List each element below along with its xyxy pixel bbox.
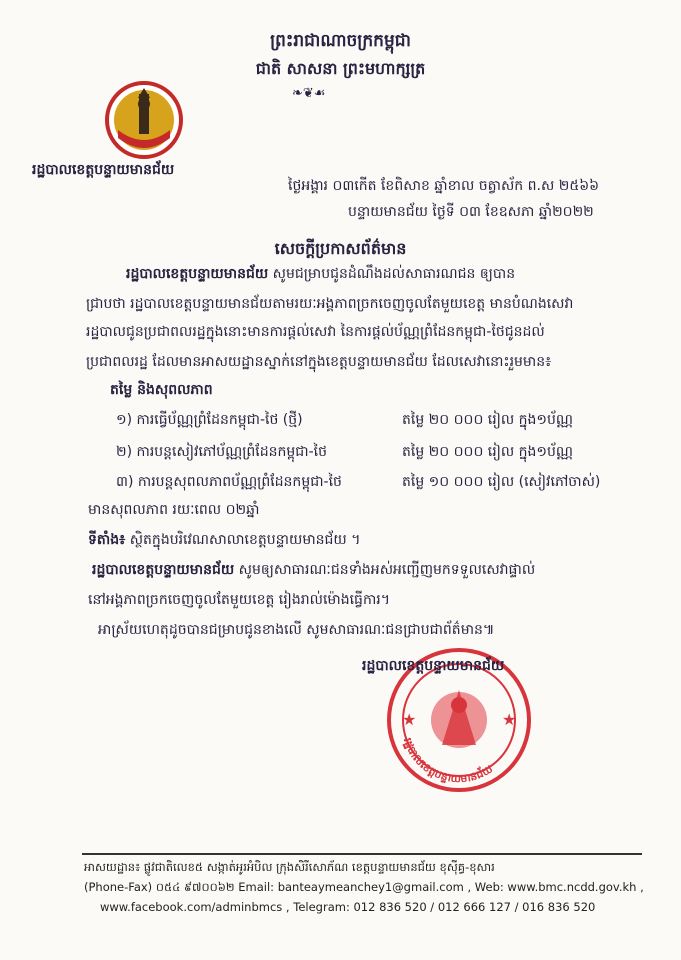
date-solar: បន្ទាយមានជ័យ ថ្ងៃទី ០៣ ខែឧសភា ឆ្នាំ២០២២ [348,204,594,220]
paragraph-2-text: សូមឲ្យសាធារណៈជនទាំងអស់អញ្ជើញមកទទួលសេវាផ្ទាល់ [234,562,536,578]
document-title: សេចក្តីប្រកាសព័ត៌មាន [274,239,407,258]
item-1-label: ១) ការធ្វើប័ណ្ណព្រំដែនកម្ពុជា-ថៃ (ថ្មី) [116,412,303,428]
item-1-price: តម្លៃ ២០ ០០០ រៀល ក្នុង១ប័ណ្ណ [402,412,573,428]
footer-social: www.facebook.com/adminbmcs , Telegram: 012 836 520 / 012 666 127 / 016 836 520 [100,900,596,914]
signature-organization: រដ្ឋបាលខេត្តបន្ទាយមានជ័យ [362,658,505,674]
location-text: ស្ថិតក្នុងបរិវេណសាលាខេត្តបន្ទាយមានជ័យ ។ [125,532,361,548]
national-motto: ជាតិ សាសនា ព្រះមហាក្សត្រ [255,59,426,78]
location-label: ទីតាំង៖ [88,532,126,548]
svg-text:★: ★ [502,710,517,729]
item-2-label: ២) ការបន្តសៀវភៅប័ណ្ណព្រំដែនកម្ពុជា-ថៃ [116,444,327,460]
validity-text: មានសុពលភាព រយៈពេល ០២ឆ្នាំ [88,502,260,518]
paragraph-1-lead: រដ្ឋបាលខេត្តបន្ទាយមានជ័យ [126,266,269,282]
paragraph-2-lead: រដ្ឋបាលខេត្តបន្ទាយមានជ័យ [92,562,235,578]
section-price-heading: តម្លៃ និងសុពលភាព [110,382,213,398]
paragraph-1-line-2: ជ្រាបថា រដ្ឋបាលខេត្តបន្ទាយមានជ័យតាមរយៈអង្គភាពច្រកចេញចូលតែមួយខេត្ត មានបំណងសេវា [86,296,574,312]
issuing-organization: រដ្ឋបាលខេត្តបន្ទាយមានជ័យ [32,162,175,178]
location-line [88,530,360,551]
date-lunar: ថ្ងៃអង្គារ ០៣កើត ខែពិសាខ ឆ្នាំខាល ចត្វាស័ក ព.ស ២៥៦៦ [288,178,600,194]
footer-divider [82,853,642,855]
item-3-label: ៣) ការបន្តសុពលភាពប័ណ្ណព្រំដែនកម្ពុជា-ថៃ [116,474,342,490]
paragraph-1-text: សូមជម្រាបជូនដំណឹងដល់សាធារណជន ឲ្យបាន [268,266,516,282]
kingdom-heading: ព្រះរាជាណាចក្រកម្ពុជា [270,31,411,51]
paragraph-1-line-1 [126,264,515,285]
paragraph-2-line-2: នៅអង្គភាពច្រកចេញចូលតែមួយខេត្ត រៀងរាល់ម៉ោងធ្វើការ។ [88,592,390,608]
item-3-price: តម្លៃ ១០ ០០០ រៀល (សៀវភៅចាស់) [402,474,601,490]
stamp-text: រដ្ឋបាលខេត្តបន្ទាយមានជ័យ [400,736,495,786]
paragraph-3: អាស្រ័យហេតុដូចបានជម្រាបជូនខាងលើ សូមសាធារណៈជនជ្រាបជាព័ត៌មាន៕ [98,622,495,638]
ornament-divider: ❧❦☙ [292,86,326,101]
item-2-price: តម្លៃ ២០ ០០០ រៀល ក្នុង១ប័ណ្ណ [402,444,573,460]
footer-contact: (Phone-Fax) ០៥៤ ៩៧០០៦២ Email: banteaymeanchey1@gmail.com , Web: www.bmc.ncdd.gov.kh , [84,880,644,894]
paragraph-1-line-4: ប្រជាពលរដ្ឋ ដែលមានអាសយដ្ឋានស្នាក់នៅក្នុងខេត្តបន្ទាយមានជ័យ ដែលសេវានោះរួមមាន៖ [86,354,552,370]
paragraph-1-line-3: រដ្ឋបាលជូនប្រជាពលរដ្ឋក្នុងនោះមានការផ្តល់សេវា នៃការផ្តល់ប័ណ្ណព្រំដែនកម្ពុជា-ថៃជូនដល់ [86,324,545,340]
paragraph-2-line-1 [92,560,535,581]
provincial-emblem-logo [104,80,184,160]
svg-text:★: ★ [402,710,417,729]
footer-address: អាសយដ្ឋាន៖ ផ្លូវជាតិលេខ៥ សង្កាត់អូរអំបិល ក្រុងសិរីសោភ័ណ ខេត្តបន្ទាយមានជ័យ ខុសុីគ្ធ-ខុសារ [84,860,495,874]
